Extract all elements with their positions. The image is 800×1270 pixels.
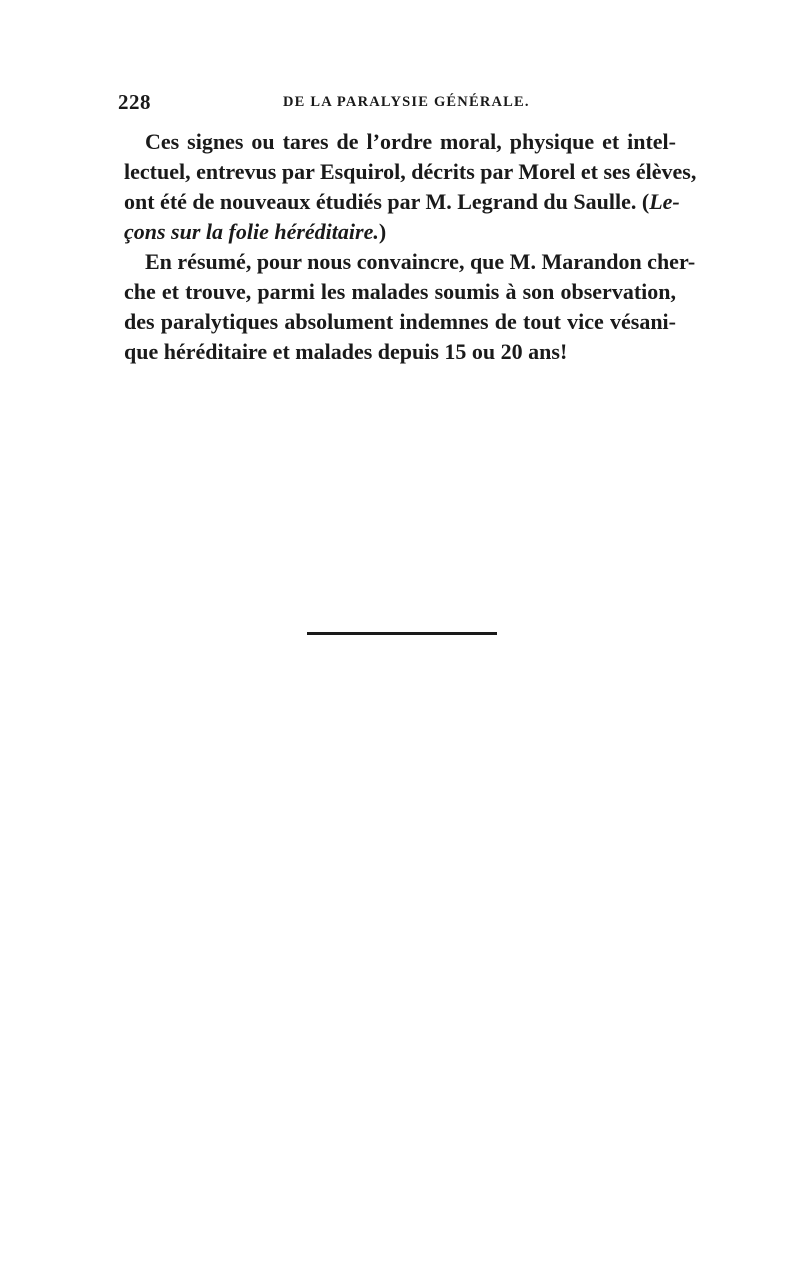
text-line	[124, 217, 676, 247]
text-line: En résumé, pour nous convaincre, que M. Marandon cher-	[145, 249, 696, 274]
text-line: Ces signes ou tares de l’ordre moral, physique et intel-	[145, 129, 676, 154]
text-line: que héréditaire et malades depuis 15 ou 20 ans!	[124, 339, 568, 364]
text-line: des paralytiques absolument indemnes de tout vice vésani-	[124, 309, 676, 334]
page-number: 228	[118, 90, 151, 114]
italic-text: çons sur la folie héréditaire.	[124, 219, 379, 244]
italic-text: Le-	[649, 189, 680, 214]
text-span: )	[378, 219, 387, 244]
text-line: lectuel, entrevus par Esquirol, décrits par Morel et ses élèves,	[124, 159, 697, 184]
text-span: ont été de nouveaux étudiés par M. Legrand du Saulle. (	[124, 189, 650, 214]
text-line: che et trouve, parmi les malades soumis à son observation,	[124, 279, 676, 304]
text-line	[124, 187, 680, 217]
section-end-rule	[307, 632, 497, 635]
running-head: DE LA PARALYSIE GÉNÉRALE.	[283, 94, 530, 110]
